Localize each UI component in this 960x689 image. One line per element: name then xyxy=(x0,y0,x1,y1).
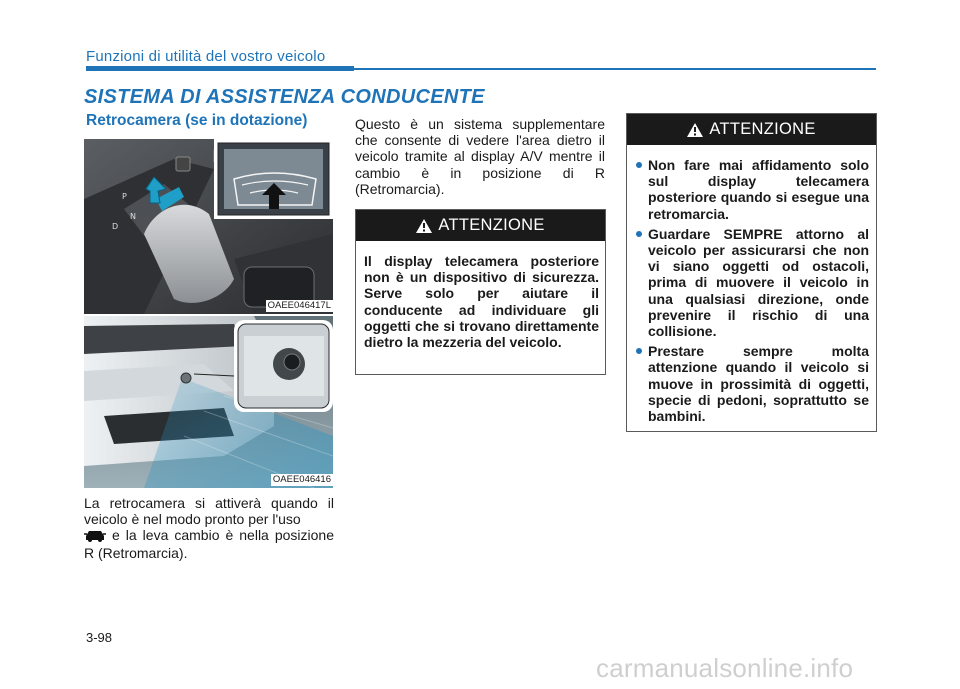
warning-box-1 xyxy=(355,209,606,375)
car-ready-icon xyxy=(84,528,108,545)
figure-caption: OAEE046416 xyxy=(272,474,331,485)
header-rule-thick xyxy=(86,66,354,71)
section-title: SISTEMA DI ASSISTENZA CONDUCENTE xyxy=(84,86,485,108)
warning-text: Il display telecamera posteriore non è un dispositivo di sicurezza. Serve solo per aiutare il conducente ad individuare gli oggetti che si trovano direttamente dietro la mezzeria del veicolo. xyxy=(364,253,599,351)
list-item: Guardare SEMPRE attorno al veicolo per assicurarsi che non vi siano oggetti od ostacoli, prima di muovere il veicolo in una qualsiasi direzione, onde prevenire il rischio di una collisione. xyxy=(635,226,869,339)
paragraph-text-part2: e la leva cambio è nella posizione R (Retromarcia). xyxy=(84,527,334,562)
warning-heading: ATTENZIONE xyxy=(709,120,816,138)
chapter-header: Funzioni di utilità del vostro veicolo xyxy=(86,48,326,65)
figure-rear-camera xyxy=(84,316,333,488)
warning-header xyxy=(627,114,876,145)
warning-triangle-icon xyxy=(416,219,432,233)
figure-caption: OAEE046417L xyxy=(267,300,331,311)
svg-text:N: N xyxy=(130,212,136,221)
warning-list-container xyxy=(627,145,876,424)
warning-heading: ATTENZIONE xyxy=(438,216,545,234)
body-paragraph-description: Questo è un sistema supplementare che consente di vedere l'area dietro il veicolo tramite al display A/V mentre il cambio è in posizione di R (Retromarcia). xyxy=(355,116,605,197)
warning-list xyxy=(635,157,869,424)
list-item: Non fare mai affidamento solo sul display telecamera posteriore quando si esegue una retromarcia. xyxy=(635,157,869,222)
header-rule-thin xyxy=(354,68,876,70)
list-item: Prestare sempre molta attenzione quando il veicolo si muove in prossimità di oggetti, specie di pedoni, soprattutto se bambini. xyxy=(635,343,869,424)
paragraph-text-part1: La retrocamera si attiverà quando il veicolo è nel modo pronto per l'uso xyxy=(84,495,334,528)
figure-gear-lever-display xyxy=(84,139,333,314)
rear-camera-illustration xyxy=(84,316,333,488)
subsection-title: Retrocamera (se in dotazione) xyxy=(86,112,308,129)
svg-text:P: P xyxy=(122,192,127,201)
watermark: carmanualsonline.info xyxy=(596,653,854,683)
body-paragraph-activation xyxy=(84,495,334,562)
gear-lever-illustration xyxy=(84,139,333,314)
warning-header xyxy=(356,210,605,241)
warning-triangle-icon xyxy=(687,123,703,137)
warning-box-2 xyxy=(626,113,877,432)
svg-text:D: D xyxy=(112,222,119,231)
page-number: 3-98 xyxy=(86,630,113,645)
